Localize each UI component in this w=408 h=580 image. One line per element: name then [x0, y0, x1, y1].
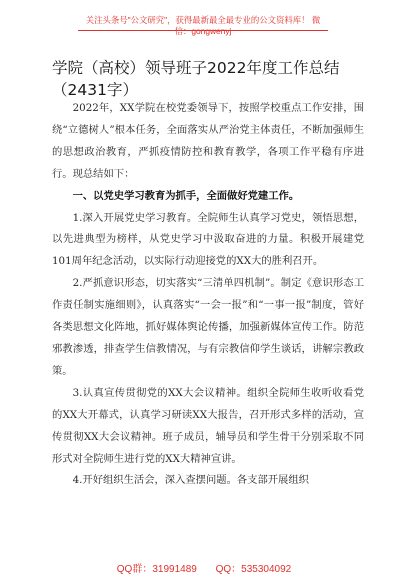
body-paragraph: 3.认真宣传贯彻党的XX大会议精神。组织全院师生收听收看党的XX大开幕式，认真学习研读XX大报告，召开形式多样的活动，宣传贯彻XX大会议精神。班子成员，辅导员和学生骨干分别采取不同形式对全院师生进行党的XX大精神宣讲。: [52, 386, 364, 465]
body-paragraph: 4.开好组织生活会，深入查摆问题。各支部开展组织: [72, 474, 309, 487]
section-heading: 一、以党史学习教育为抓手，全面做好党建工作。: [72, 189, 300, 202]
intro-paragraph: 2022年，XX学院在校党委领导下，按照学校重点工作安排，围绕“立德树人”根本任务，全面落实从严治党主体责任，不断加强师生的思想政治教育，严抓疫情防控和教育教学，各项工作平稳有序进行。现总结如下：: [52, 102, 364, 180]
footer-qq-group: QQ群：31991489: [116, 564, 197, 575]
body-paragraph: 2.严抓意识形态，切实落实“三清单四机制”。制定《意识形态工作责任制实施细则》，认真落实“一会一报”和“一事一报”制度，管好各类思想文化阵地，抓好媒体舆论传播，加强新媒体宣传工作。防范邪教渗透，排查学生信教情况，与有宗教信仰学生谈话，讲解宗教政策。: [52, 277, 364, 377]
body-paragraph: 1.深入开展党史学习教育。全院师生认真学习党史，领悟思想，以先进典型为榜样，从党史学习中汲取奋进的力量。积极开展建党101周年纪念活动，以实际行动迎接党的XX大的胜利召开。: [52, 211, 364, 268]
footer-contact: [0, 560, 408, 575]
document-title: 学院（高校）领导班子2022年度工作总结（2431字）: [52, 59, 340, 99]
header-banner: [0, 0, 408, 36]
header-banner-text: 关注头条号"公文研究"，获得最新最全最专业的公文资料库！ 微信：gongwenyj: [78, 5, 328, 31]
document-body: [52, 98, 364, 492]
footer-qq: QQ：535304092: [215, 564, 292, 575]
